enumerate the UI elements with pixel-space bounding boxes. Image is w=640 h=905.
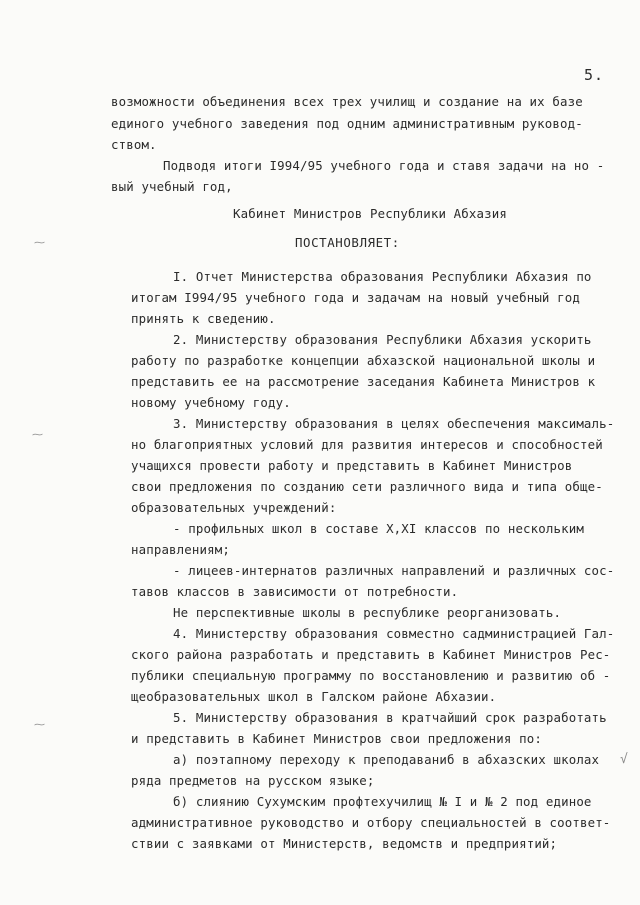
text-line: принять к сведению. bbox=[131, 311, 276, 326]
text-line: и представить в Кабинет Министров свои предложения по: bbox=[131, 731, 542, 746]
text-line: работу по разработке концепции абхазской национальной школы и bbox=[131, 353, 596, 368]
text-line: 5. Министерству образования в кратчайший срок разработать bbox=[173, 710, 607, 725]
text-line: направлениям; bbox=[131, 542, 230, 557]
text-line: но благоприятных условий для развития интересов и способностей bbox=[131, 437, 603, 452]
text-line: Не перспективные школы в республике реорганизовать. bbox=[173, 605, 562, 620]
text-line: а) поэтапному переходу к преподаваниб в абхазских школах bbox=[173, 752, 600, 767]
text-line: вый учебный год, bbox=[111, 179, 233, 194]
binding-mark: ⁓ bbox=[34, 236, 45, 249]
text-line: административное руководство и отбору специальностей в соответ- bbox=[131, 815, 611, 830]
text-line: 2. Министерству образования Республики Абхазия ускорить bbox=[173, 332, 592, 347]
text-line: единого учебного заведения под одним административным руковод- bbox=[111, 116, 583, 131]
text-line: тавов классов в зависимости от потребности. bbox=[131, 584, 459, 599]
text-line: I. Отчет Министерства образования Республики Абхазия по bbox=[173, 269, 592, 284]
text-line: Подводя итоги I994/95 учебного года и ставя задачи на но - bbox=[163, 158, 605, 173]
binding-mark: ⁓ bbox=[34, 718, 45, 731]
text-line: учащихся провести работу и представить в Кабинет Министров bbox=[131, 458, 573, 473]
text-line: возможности объединения всех трех училищ и создание на их базе bbox=[111, 94, 583, 109]
text-line: ского района разработать и представить в Кабинет Министров Рес- bbox=[131, 647, 611, 662]
resolution-heading: ПОСТАНОВЛЯЕТ: bbox=[295, 235, 400, 250]
text-line: 3. Министерству образования в целях обеспечения максималь- bbox=[173, 416, 615, 431]
text-line: - лицеев-интернатов различных направлений и различных сос- bbox=[173, 563, 615, 578]
text-line: образовательных учреждений: bbox=[131, 500, 337, 515]
text-line: 4. Министерству образования совместно садминистрацией Гал- bbox=[173, 626, 615, 641]
issuer-heading: Кабинет Министров Республики Абхазия bbox=[233, 206, 507, 221]
text-line: б) слиянию Сухумским профтехучилищ № I и № 2 под единое bbox=[173, 794, 592, 809]
text-line: ством. bbox=[111, 137, 157, 152]
text-line: - профильных школ в составе X,XI классов по нескольким bbox=[173, 521, 584, 536]
text-line: щеобразовательных школ в Галском районе Абхазии. bbox=[131, 689, 497, 704]
text-line: ряда предметов на русском языке; bbox=[131, 773, 375, 788]
text-line: публики специальную программу по восстановлению и развитию об - bbox=[131, 668, 611, 683]
text-line: свои предложения по созданию сети различного вида и типа обще- bbox=[131, 479, 603, 494]
text-line: новому учебному году. bbox=[131, 395, 291, 410]
binding-mark: ⁓ bbox=[32, 428, 43, 441]
text-line: представить ее на рассмотрение заседания Кабинета Министров к bbox=[131, 374, 596, 389]
check-mark: √ bbox=[620, 752, 628, 767]
text-line: ствии с заявками от Министерств, ведомств и предприятий; bbox=[131, 836, 558, 851]
page-number: 5. bbox=[584, 66, 605, 84]
text-line: итогам I994/95 учебного года и задачам на новый учебный год bbox=[131, 290, 580, 305]
